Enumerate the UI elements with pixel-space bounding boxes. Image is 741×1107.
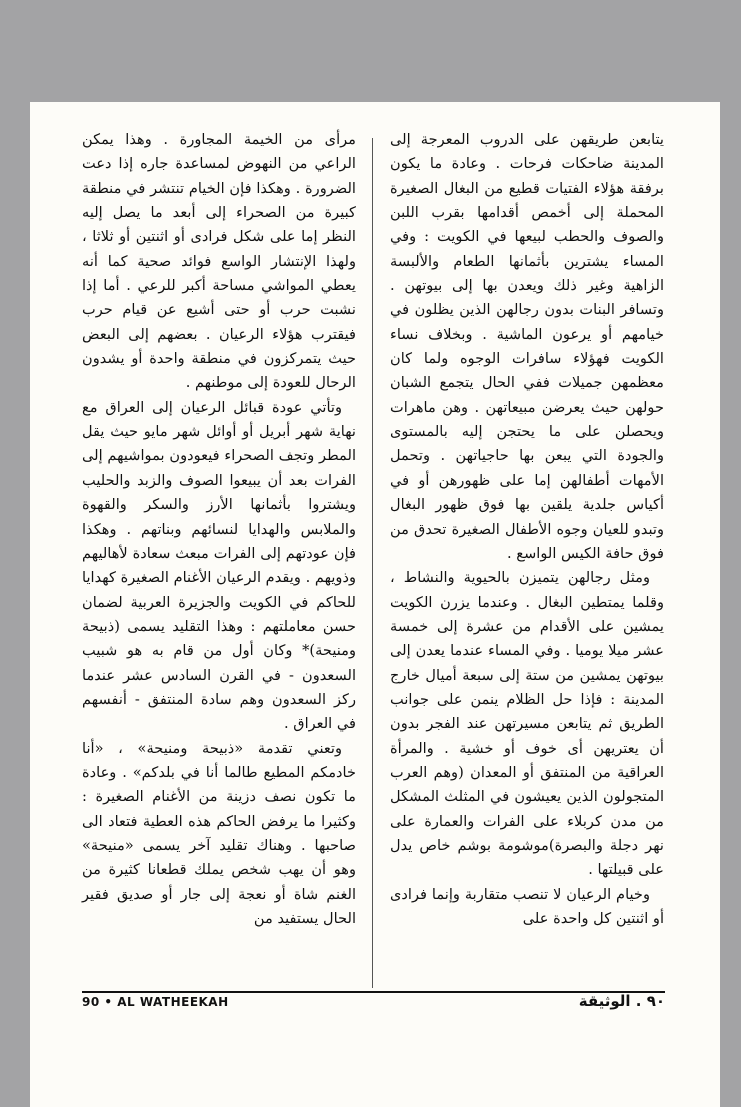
paragraph: مرأى من الخيمة المجاورة . وهذا يمكن الراعي من النهوض لمساعدة جاره إذا دعت الضرورة . وهكذا فإن الخيام تنتشر في منطقة كبيرة من الصحراء إلى أبعد ما يصل إليه النظر إما على شكل فرادى أو اثنتين أو ثلاثا ، ولهذا الإنتشار الواسع فوائد صحية كما أنه يعطي المواشي مساحة أكبر للرعي . أما إذا نشبت حرب أو حتى أشيع عن قيام حرب فيقترب هؤلاء الرعيان . بعضهم إلى البعض حيث يتمركزون في منطقة واحدة أو يشدون الرحال للعودة إلى موطنهم . xyxy=(82,131,356,392)
column-divider xyxy=(372,138,373,988)
article-column-right xyxy=(390,128,664,931)
footer-page-number-arabic: ٩٠ . الوثيقة xyxy=(578,992,665,1010)
paragraph: وتعني تقدمة «ذبيحة ومنيحة» ، «أنا خادمكم المطيع طالما أنا في بلدكم» . وعادة ما تكون نصف دزينة من الأغنام الصغيرة : وكثيرا ما يرفض الحاكم هذه العطية فتعاد الى صاحبها . وهناك تقليد آخر يسمى «منيحة» وهو أن يهب شخص يملك قطعانا كثيرة من الغنم شاة أو نعجة إلى جار أو صديق فقير الحال يستفيد من xyxy=(82,739,356,927)
footer-page-number-latin: 90 • AL WATHEEKAH xyxy=(82,995,229,1009)
paragraph: وتأتي عودة قبائل الرعيان إلى العراق مع نهاية شهر أبريل أو أوائل شهر مايو حيث يقل المطر وتجف الصحراء فيعودون بمواشيهم إلى الفرات بعد أن يبيعوا الصوف والزبد والحليب ويشتروا بأثمانها الأرز والسكر والقهوة والملابس والهدايا لنسائهم وبناتهم . وهكذا فإن عودتهم إلى الفرات مبعث سعادة لأهاليهم وذويهم . ويقدم الرعيان الأغنام الصغيرة كهدايا للحاكم في الكويت والجزيرة العربية لضمان حسن معاملتهم : وهذا التقليد يسمى (ذبيحة ومنيحة)* وكان أول من قام به هو شبيب السعدون - في القرن السادس عشر عندما ركز السعدون وهم سادة المنتفق - أنفسهم في العراق . xyxy=(82,398,356,733)
article-column-left xyxy=(82,128,356,931)
paragraph: يتابعن طريقهن على الدروب المعرجة إلى المدينة ضاحكات فرحات . وعادة ما يكون برفقة هؤلاء الفتيات قطيع من البغال الصغيرة المحملة إلى أخمص أقدامها بقرب اللبن والصوف والحطب لبيعها في الكويت : وفي المساء يشترين بأثمانها الطعام والألبسة الزاهية وغير ذلك ويعدن بها إلى بيوتهن . وتسافر البنات بدون رجالهن الذين يظلون في خيامهم أو يرعون الماشية . وبخلاف نساء الكويت فهؤلاء سافرات الوجوه ولما كان معظمهن جميلات ففي الحال يتجمع الشبان حولهن حيث يعرضن مبيعاتهن . وهن ماهرات ويحصلن على ما يحتجن إليه بالمستوى والجودة التي يبعن بها حاجياتهن . وتحمل الأمهات أطفالهن إما على ظهورهن أو في أكياس جلدية يلقين بها فوق ظهور البغال وتبدو للعيان وجوه الأطفال الصغيرة تحدق من فوق حافة الكيس الواسع . xyxy=(390,131,664,562)
paragraph: وخيام الرعيان لا تنصب متقاربة وإنما فرادى أو اثنتين كل واحدة على xyxy=(390,885,664,927)
paragraph: ومثل رجالهن يتميزن بالحيوية والنشاط ، وقلما يمتطين البغال . وعندما يزرن الكويت يمشين على الأقدام من عشرة إلى خمسة عشر ميلا يوميا . وفي المساء عندما يعدن إلى بيوتهن يمشين من ستة إلى سبعة أميال خارج المدينة : فإذا حل الظلام ينمن على جوانب الطريق ثم يتابعن مسيرتهن عند الفجر بدون أن يعتريهن أى خوف أو خشية . والمرأة العراقية من المنتفق أو المعدان (وهم العرب المتجولون الذين يعيشون في المثلث المشكل من مدن كربلاء على الفرات والعمارة على نهر دجلة والبصرة)موشومة بوشم خاص يدل على قبيلتها . xyxy=(390,569,664,879)
